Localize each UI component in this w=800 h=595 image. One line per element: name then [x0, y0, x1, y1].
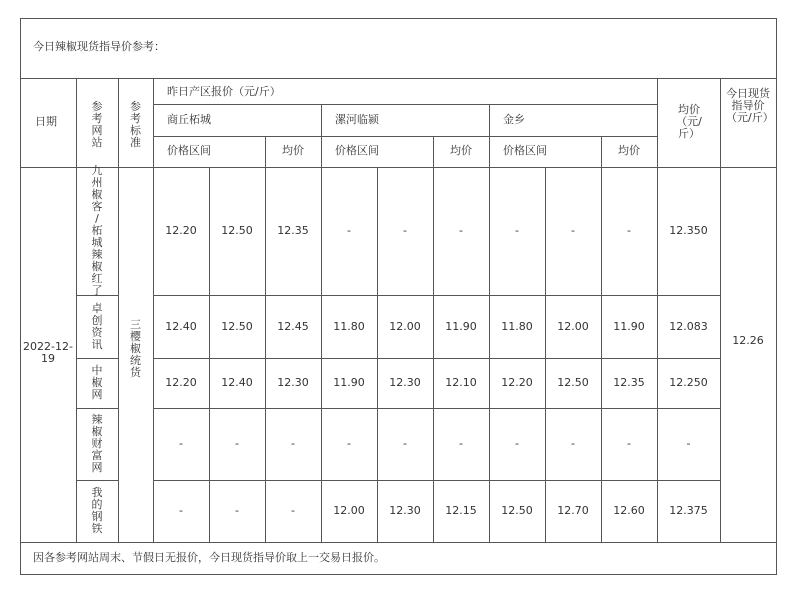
price-cell: 12.50	[221, 319, 253, 333]
page-title: 今日辣椒现货指导价参考：	[33, 40, 165, 53]
grid-line	[601, 167, 602, 542]
grid-line	[20, 78, 777, 79]
price-cell: -	[179, 504, 183, 517]
price-cell: -	[179, 437, 183, 450]
region-header-1: 商丘柘城	[167, 113, 211, 126]
avg-header-3: 均价	[618, 144, 640, 157]
grid-line	[720, 78, 721, 167]
price-cell: 12.35	[613, 376, 645, 389]
grid-line	[153, 358, 721, 359]
price-cell: -	[347, 437, 351, 450]
grid-line	[321, 167, 322, 542]
price-cell: -	[571, 437, 575, 450]
avg-cell: 12.350	[669, 224, 708, 237]
grid-line	[76, 480, 119, 481]
standard-cell: 三 樱 椒 统 货	[130, 317, 141, 379]
grid-line	[20, 18, 21, 575]
price-cell: 11.90	[613, 319, 645, 333]
avg-cell: -	[686, 437, 691, 450]
price-cell: 12.35	[277, 224, 309, 237]
price-cell: 12.00	[333, 504, 365, 517]
avg-all-header: 均价（元/斤）	[676, 103, 702, 140]
price-cell: -	[235, 504, 239, 517]
price-cell: 12.15	[445, 504, 477, 517]
price-cell: 12.50	[557, 376, 589, 389]
grid-line	[657, 78, 658, 167]
price-cell: 12.20	[165, 376, 197, 389]
grid-line	[20, 574, 777, 575]
grid-line	[20, 542, 777, 543]
grid-line	[720, 167, 721, 542]
grid-line	[153, 167, 154, 542]
price-cell: -	[403, 224, 407, 237]
avg-cell: 12.375	[669, 504, 708, 517]
grid-line	[265, 167, 266, 542]
grid-line	[153, 295, 721, 296]
date-cell: 2022-12-19	[23, 340, 73, 365]
grid-line	[20, 18, 777, 19]
grid-line	[20, 167, 777, 168]
avg-header-2: 均价	[450, 144, 472, 157]
site-cell: 中 椒 网	[91, 364, 103, 401]
range-header-3: 价格区间	[503, 144, 547, 157]
site-cell: 辣 椒 财 富 网	[91, 413, 103, 474]
price-cell: -	[403, 437, 407, 450]
region-header-3: 金乡	[503, 113, 525, 126]
today-price-cell: 12.26	[732, 333, 764, 347]
price-cell: -	[291, 437, 295, 450]
avg-cell: 12.083	[669, 319, 708, 333]
price-cell: 12.10	[445, 376, 477, 389]
grid-line	[76, 358, 119, 359]
range-header-2: 价格区间	[335, 144, 379, 157]
price-cell: 12.30	[389, 504, 421, 517]
price-cell: 12.30	[389, 376, 421, 389]
price-cell: 12.40	[165, 319, 197, 333]
price-cell: 11.80	[501, 319, 533, 333]
site-cell: 九 州 椒 客 / 柘 城 辣 椒 红 了	[91, 164, 103, 297]
price-cell: 12.20	[165, 224, 197, 237]
grid-line	[153, 104, 658, 105]
grid-line	[545, 167, 546, 542]
price-cell: -	[347, 224, 351, 237]
avg-header-1: 均价	[282, 144, 304, 157]
price-cell: -	[459, 224, 463, 237]
grid-line	[153, 78, 154, 167]
site-header: 参 考 网 站	[91, 100, 103, 149]
price-cell: 12.40	[221, 376, 253, 389]
price-cell: -	[627, 224, 631, 237]
price-cell: 12.00	[557, 319, 589, 333]
avg-cell: 12.250	[669, 376, 708, 389]
site-cell: 卓 创 资 讯	[91, 301, 103, 351]
grid-line	[489, 104, 490, 167]
price-cell: 11.80	[333, 319, 365, 333]
date-header: 日期	[35, 115, 57, 128]
yesterday-price-header: 昨日产区报价（元/斤）	[167, 85, 281, 98]
grid-line	[153, 136, 658, 137]
price-cell: -	[571, 224, 575, 237]
grid-line	[776, 18, 777, 575]
grid-line	[76, 408, 119, 409]
price-cell: -	[459, 437, 463, 450]
price-cell: -	[235, 437, 239, 450]
price-cell: 11.90	[445, 319, 477, 333]
price-cell: 12.60	[613, 504, 645, 517]
region-header-2: 漯河临颍	[335, 113, 379, 126]
grid-line	[489, 167, 490, 542]
price-cell: 11.90	[333, 376, 365, 389]
grid-line	[209, 167, 210, 542]
footnote: 因各参考网站周末、节假日无报价，今日现货指导价取上一交易日报价。	[33, 551, 385, 564]
grid-line	[153, 480, 721, 481]
site-cell: 我 的 钢 铁	[91, 486, 103, 535]
grid-line	[377, 167, 378, 542]
today-price-header: 今日现货指导价（元/斤）	[726, 87, 774, 124]
range-header-1: 价格区间	[167, 144, 211, 157]
grid-line	[153, 408, 721, 409]
price-cell: -	[515, 437, 519, 450]
grid-line	[321, 104, 322, 167]
price-cell: -	[515, 224, 519, 237]
price-cell: 12.45	[277, 319, 309, 333]
price-cell: 12.50	[501, 504, 533, 517]
price-cell: 12.30	[277, 376, 309, 389]
standard-header: 参 考 标 准	[130, 100, 141, 149]
grid-line	[657, 167, 658, 542]
price-cell: 12.70	[557, 504, 589, 517]
price-cell: 12.00	[389, 319, 421, 333]
price-cell: 12.20	[501, 376, 533, 389]
price-cell: -	[291, 504, 295, 517]
price-cell: 12.50	[221, 224, 253, 237]
grid-line	[433, 167, 434, 542]
price-cell: -	[627, 437, 631, 450]
